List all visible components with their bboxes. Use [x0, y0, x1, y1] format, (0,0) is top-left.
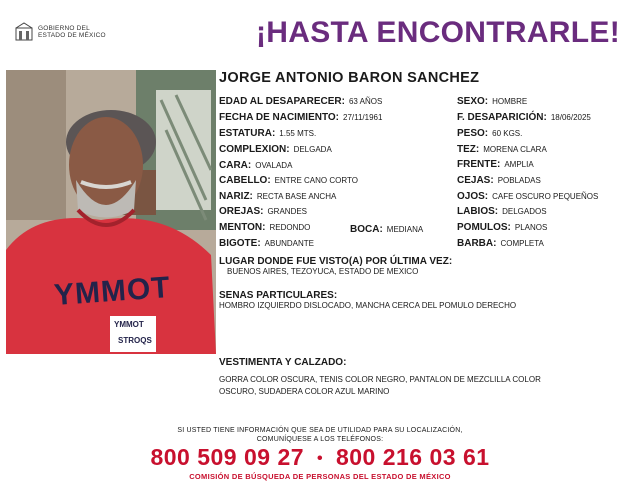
field-nacimiento: FECHA DE NACIMIENTO: 27/11/1961	[219, 112, 383, 123]
field-desaparicion: F. DESAPARICIÓN: 18/06/2025	[457, 112, 591, 123]
field-boca: BOCA: MEDIANA	[350, 224, 424, 235]
person-name: JORGE ANTONIO BARON SANCHEZ	[219, 70, 480, 86]
clothing-line-1: GORRA COLOR OSCURA, TENIS COLOR NEGRO, PANTALON DE MEZCLILLA COLOR	[219, 375, 541, 384]
phone-2[interactable]: 800 216 03 61	[335, 444, 490, 470]
clothing-label: VESTIMENTA Y CALZADO:	[219, 357, 347, 368]
gov-line-2: ESTADO DE MÉXICO	[38, 32, 106, 39]
marks-value: HOMBRO IZQUIERDO DISLOCADO, MANCHA CERCA DEL POMULO DERECHO	[219, 301, 517, 310]
banner-title: ¡HASTA ENCONTRARLE!	[256, 16, 621, 49]
field-pomulos: POMULOS: PLANOS	[457, 222, 548, 233]
state-seal-icon	[14, 22, 34, 42]
field-ojos: OJOS: CAFE OSCURO PEQUEÑOS	[457, 191, 599, 202]
marks-label: SENAS PARTICULARES:	[219, 290, 338, 301]
phone-1[interactable]: 800 509 09 27	[150, 444, 305, 470]
field-edad: EDAD AL DESAPARECER: 63 AÑOS	[219, 96, 383, 107]
field-cabello: CABELLO: ENTRE CANO CORTO	[219, 175, 358, 186]
field-bigote: BIGOTE: ABUNDANTE	[219, 238, 315, 249]
shirt-patch-top: YMMOT	[114, 320, 144, 329]
field-frente: FRENTE: AMPLIA	[457, 159, 534, 170]
field-peso: PESO: 60 KGS.	[457, 128, 523, 139]
shirt-patch-bottom: STROQS	[118, 336, 152, 345]
field-estatura: ESTATURA: 1.55 MTS.	[219, 128, 317, 139]
contact-note-1: SI USTED TIENE INFORMACIÓN QUE SEA DE UTILIDAD PARA SU LOCALIZACIÓN,	[177, 427, 463, 434]
field-tez: TEZ: MORENA CLARA	[457, 144, 547, 155]
clothing-line-2: OSCURO, SUDADERA COLOR AZUL MARINO	[219, 387, 390, 396]
field-cara: CARA: OVALADA	[219, 160, 293, 171]
person-photo	[6, 70, 216, 354]
contact-note-2: COMUNÍQUESE A LOS TELÉFONOS:	[256, 436, 384, 443]
field-cejas: CEJAS: POBLADAS	[457, 175, 541, 186]
phone-separator: •	[316, 449, 324, 467]
field-complexion: COMPLEXION: DELGADA	[219, 144, 332, 155]
commission-name: COMISIÓN DE BÚSQUEDA DE PERSONAS DEL ESTADO DE MÉXICO	[189, 472, 451, 481]
government-logo	[14, 22, 106, 42]
field-nariz: NARIZ: RECTA BASE ANCHA	[219, 191, 337, 202]
field-orejas: OREJAS: GRANDES	[219, 206, 308, 217]
shirt-brand-text: YMMOT	[52, 270, 172, 313]
field-menton: MENTON: REDONDO	[219, 222, 311, 233]
last-seen-label: LUGAR DONDE FUE VISTO(A) POR ÚLTIMA VEZ:	[219, 256, 453, 267]
gov-line-1: GOBIERNO DEL	[38, 25, 90, 32]
field-sexo: SEXO: HOMBRE	[457, 96, 528, 107]
field-barba: BARBA: COMPLETA	[457, 238, 544, 249]
field-labios: LABIOS: DELGADOS	[457, 206, 547, 217]
phone-numbers	[0, 444, 640, 471]
last-seen-value: BUENOS AIRES, TEZOYUCA, ESTADO DE MEXICO	[227, 267, 419, 276]
